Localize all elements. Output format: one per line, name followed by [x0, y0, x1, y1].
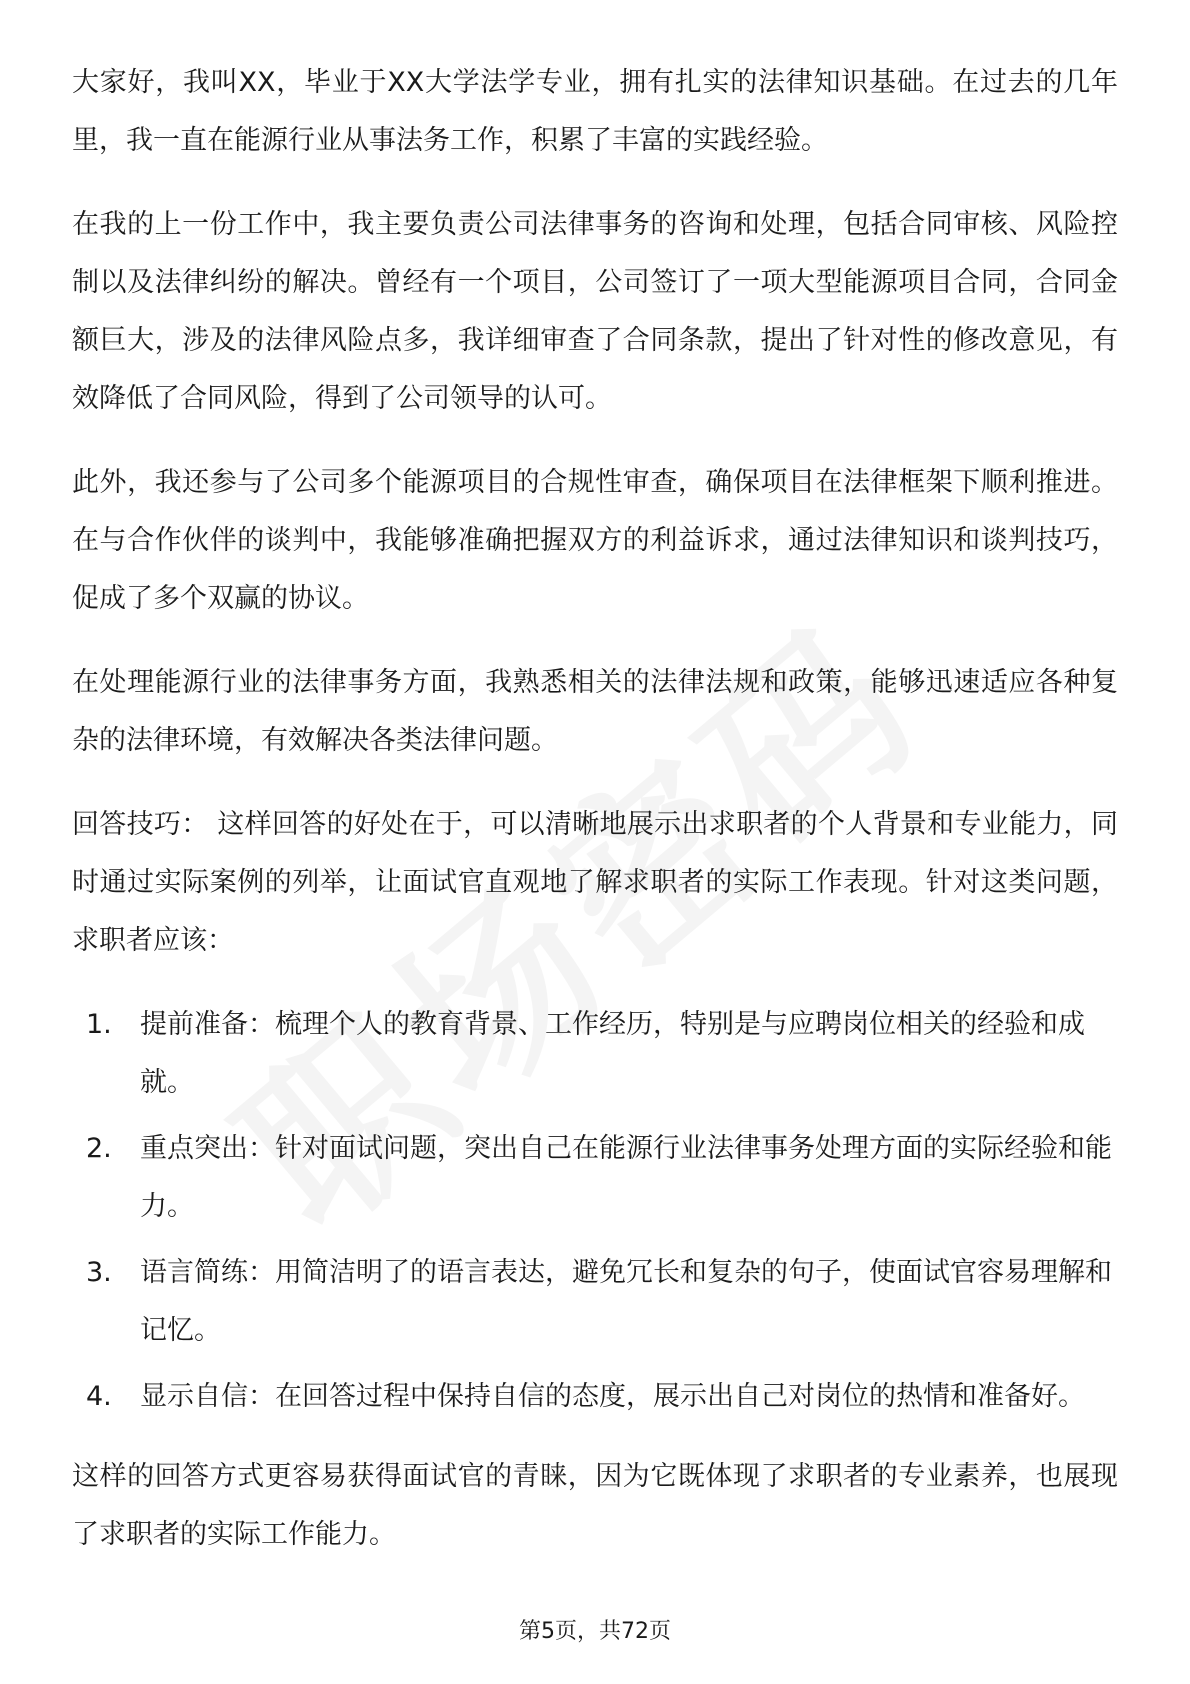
list-item-text: 显示自信：在回答过程中保持自信的态度，展示出自己对岗位的热情和准备好。	[140, 1381, 1085, 1412]
list-item-number: 1.	[86, 1009, 112, 1040]
paragraph-answer-tips: 回答技巧： 这样回答的好处在于，可以清晰地展示出求职者的个人背景和专业能力，同时通过实际案例的列举，让面试官直观地了解求职者的实际工作表现。针对这类问题，求职者应该：	[72, 809, 1118, 956]
tips-list	[72, 996, 1118, 1426]
paragraph-intro: 大家好，我叫XX，毕业于XX大学法学专业，拥有扎实的法律知识基础。在过去的几年里，我一直在能源行业从事法务工作，积累了丰富的实践经验。	[72, 67, 1118, 156]
list-item	[72, 996, 1118, 1112]
list-item	[72, 1244, 1118, 1360]
paragraph-compliance: 此外，我还参与了公司多个能源项目的合规性审查，确保项目在法律框架下顺利推进。在与合作伙伴的谈判中，我能够准确把握双方的利益诉求，通过法律知识和谈判技巧，促成了多个双赢的协议。	[72, 467, 1118, 614]
list-item-text: 提前准备：梳理个人的教育背景、工作经历，特别是与应聘岗位相关的经验和成就。	[140, 1009, 1085, 1098]
paragraph-experience: 在我的上一份工作中，我主要负责公司法律事务的咨询和处理，包括合同审核、风险控制以及法律纠纷的解决。曾经有一个项目，公司签订了一项大型能源项目合同，合同金额巨大，涉及的法律风险点多，我详细审查了合同条款，提出了针对性的修改意见，有效降低了合同风险，得到了公司领导的认可。	[72, 209, 1118, 414]
document-body	[72, 54, 1118, 1590]
list-item-text: 重点突出：针对面试问题，突出自己在能源行业法律事务处理方面的实际经验和能力。	[140, 1133, 1112, 1222]
page-number: 第5页，共72页	[519, 1619, 671, 1644]
list-item-number: 2.	[86, 1133, 112, 1164]
list-item-number: 4.	[86, 1381, 112, 1412]
list-item	[72, 1120, 1118, 1236]
list-item-text: 语言简练：用简洁明了的语言表达，避免冗长和复杂的句子，使面试官容易理解和记忆。	[140, 1257, 1112, 1346]
paragraph-conclusion: 这样的回答方式更容易获得面试官的青睐，因为它既体现了求职者的专业素养，也展现了求职者的实际工作能力。	[72, 1461, 1118, 1550]
list-item-number: 3.	[86, 1257, 112, 1288]
list-item	[72, 1368, 1118, 1426]
paragraph-expertise: 在处理能源行业的法律事务方面，我熟悉相关的法律法规和政策，能够迅速适应各种复杂的法律环境，有效解决各类法律问题。	[72, 667, 1118, 756]
